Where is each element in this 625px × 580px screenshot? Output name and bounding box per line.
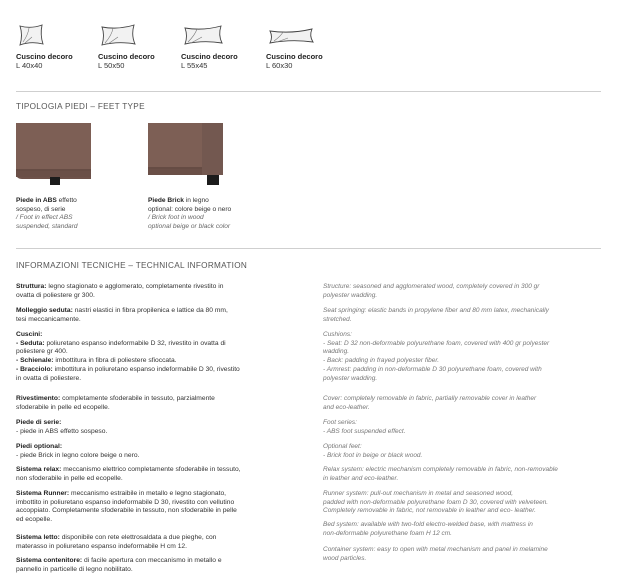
text: Relax system: electric mechanism completely removable in fabric, non-removable bbox=[323, 466, 558, 473]
text: accoppiato. Completamente sfoderabile in tessuto, non sfoderabile in pelle bbox=[16, 507, 237, 515]
cushion-55x45-icon bbox=[181, 22, 225, 48]
text: Seat springing: elastic bands in propylene fiber and 80 mm latex, mechanically bbox=[323, 307, 549, 314]
text: Foot series: bbox=[323, 419, 357, 426]
foot-brick-image bbox=[148, 123, 223, 186]
cushion-60x30-icon bbox=[266, 22, 316, 48]
text: meccanismo elettrico completamente sfoderabile in tessuto, bbox=[61, 466, 241, 473]
cushion-name: Cuscino decoro bbox=[181, 52, 238, 61]
cushion-size: L 55x45 bbox=[181, 61, 208, 70]
it-structure bbox=[16, 283, 296, 300]
label: Molleggio seduta: bbox=[16, 307, 73, 314]
text: imbottitura in fibra di poliestere sfioccata. bbox=[53, 357, 177, 365]
text: non-deformable polyurethane foam H 12 cm. bbox=[323, 529, 452, 537]
it-foot-series bbox=[16, 419, 296, 436]
en-relax bbox=[323, 466, 608, 483]
text: ovatta di poliestere gr 300. bbox=[16, 291, 95, 299]
text: Cover: completely removable in fabric, partially removable cover in leather bbox=[323, 395, 537, 402]
text: wood particles. bbox=[323, 554, 367, 562]
foot-desc: optional: colore beige o nero bbox=[148, 205, 232, 213]
foot-title: Piede Brick bbox=[148, 197, 184, 204]
label: Sistema contenitore: bbox=[16, 557, 83, 564]
cushion-name: Cuscino decoro bbox=[266, 52, 323, 61]
text: Runner system: pull-out mechanism in metal and seasoned wood, bbox=[323, 490, 514, 497]
tech-section-title: INFORMAZIONI TECNICHE – TECHNICAL INFORMATION bbox=[16, 261, 248, 270]
label: Struttura: bbox=[16, 283, 47, 290]
text: di facile apertura con meccanismo in metallo e bbox=[82, 557, 222, 564]
it-cushions bbox=[16, 331, 296, 383]
it-runner bbox=[16, 490, 296, 525]
cushion-size: L 40x40 bbox=[16, 61, 43, 70]
text: stretched. bbox=[323, 315, 352, 323]
cushion-item bbox=[16, 22, 106, 70]
foot-title: Piede in ABS bbox=[16, 197, 57, 204]
text: and eco-leather. bbox=[323, 403, 370, 411]
label: - Seduta: bbox=[16, 339, 45, 347]
cushion-name: Cuscino decoro bbox=[16, 52, 73, 61]
it-seat-springing bbox=[16, 307, 296, 324]
label: - Bracciolo: bbox=[16, 365, 53, 373]
text: non sfoderabile in pelle ed ecopelle. bbox=[16, 474, 123, 482]
text: Container system: easy to open with metal mechanism and panel in melamine bbox=[323, 546, 548, 553]
text: Structure: seasoned and agglomerated wood, completely covered in 300 gr bbox=[323, 283, 540, 290]
en-cover bbox=[323, 395, 608, 412]
it-optional-feet bbox=[16, 443, 296, 460]
text: nastri elastici in fibra propilenica e lattice da 80 mm, bbox=[72, 307, 228, 314]
text: polyester wadding. bbox=[323, 374, 378, 382]
en-seat-springing bbox=[323, 307, 608, 324]
it-container bbox=[16, 557, 296, 574]
text: - Armrest: padding in non-deformable D 30 polyurethane foam, covered with bbox=[323, 365, 542, 373]
en-bed bbox=[323, 521, 608, 538]
label: Piedi optional: bbox=[16, 443, 63, 450]
en-structure bbox=[323, 283, 608, 300]
foot-title-rest: effetto bbox=[56, 197, 77, 204]
it-bed bbox=[16, 534, 296, 551]
divider bbox=[16, 91, 601, 92]
text: - Brick foot in beige or black wood. bbox=[323, 451, 423, 459]
label: Piede di serie: bbox=[16, 419, 62, 426]
cushion-name: Cuscino decoro bbox=[98, 52, 155, 61]
text: Completely removable in fabric, not removable in leather and eco- leather. bbox=[323, 507, 536, 515]
foot-brick-caption bbox=[148, 197, 231, 231]
label: Rivestimento: bbox=[16, 395, 61, 402]
label: Sistema relax: bbox=[16, 466, 62, 473]
text: in leather and eco-leather. bbox=[323, 474, 399, 482]
en-foot-series bbox=[323, 419, 608, 436]
text: ed ecopelle. bbox=[16, 516, 53, 524]
text: - ABS foot suspended effect. bbox=[323, 427, 406, 435]
foot-abs-image bbox=[16, 123, 91, 186]
label: Cuscini: bbox=[16, 331, 43, 338]
en-runner bbox=[323, 490, 608, 516]
text: Optional feet: bbox=[323, 443, 362, 450]
text: imbottito in poliuretano espanso indeformabile D 30, rivestito con vellutino bbox=[16, 498, 235, 506]
cushion-item bbox=[181, 22, 271, 70]
text: sfoderabile in pelle ed ecopelle. bbox=[16, 403, 110, 411]
label: Sistema letto: bbox=[16, 534, 60, 541]
text: pannello in particelle di legno nobilitato. bbox=[16, 565, 133, 573]
cushion-size: L 50x50 bbox=[98, 61, 125, 70]
foot-en: suspended, standard bbox=[16, 222, 78, 230]
text: in ovatta di poliestere. bbox=[16, 374, 82, 382]
cushion-50x50-icon bbox=[98, 22, 138, 48]
text: Cushions: bbox=[323, 331, 352, 338]
feet-section-title: TIPOLOGIA PIEDI – FEET TYPE bbox=[16, 102, 145, 111]
label: - Schienale: bbox=[16, 357, 54, 365]
text: wadding. bbox=[323, 348, 350, 356]
text: completamente sfoderabile in tessuto, parzialmente bbox=[60, 395, 215, 402]
it-cover bbox=[16, 395, 296, 412]
it-relax bbox=[16, 466, 296, 483]
text: polyester wadding. bbox=[323, 291, 378, 299]
text: - piede in ABS effetto sospeso. bbox=[16, 427, 108, 435]
text: meccanismo estraibile in metallo e legno stagionato, bbox=[69, 490, 227, 497]
text: - Back: padding in frayed polyester fiber. bbox=[323, 357, 440, 365]
text: imbottitura in poliuretano espanso indeformabile D 30, rivestito bbox=[52, 365, 240, 373]
text: materasso in poliuretano espanso indeformabile H cm 12. bbox=[16, 542, 187, 550]
foot-en: optional beige or black color bbox=[148, 222, 231, 230]
text: Bed system: available with two-fold electro-welded base, with mattress in bbox=[323, 521, 533, 528]
en-container bbox=[323, 546, 608, 563]
cushion-size: L 60x30 bbox=[266, 61, 293, 70]
text: tesi meccanicamente. bbox=[16, 315, 81, 323]
text: poliestere gr 400. bbox=[16, 348, 68, 356]
foot-abs-caption bbox=[16, 197, 78, 231]
text: padded with non-deformable polyurethane foam D 30, covered with velveteen. bbox=[323, 498, 549, 506]
cushion-40x40-icon bbox=[16, 22, 46, 48]
text: legno stagionato e agglomerato, completamente rivestito in bbox=[46, 283, 224, 290]
foot-en: / Brick foot in wood bbox=[148, 214, 204, 222]
text: - piede Brick in legno colore beige o nero. bbox=[16, 451, 140, 459]
foot-title-rest: in legno bbox=[183, 197, 209, 204]
en-optional-feet bbox=[323, 443, 608, 460]
foot-desc: sospeso, di serie bbox=[16, 205, 66, 213]
cushion-item bbox=[98, 22, 188, 70]
text: poliuretano espanso indeformabile D 32, rivestito in ovatta di bbox=[44, 339, 226, 347]
divider bbox=[16, 248, 601, 249]
text: disponibile con rete elettrosaldata a due pieghe, con bbox=[59, 534, 217, 541]
foot-en: / Foot in effect ABS bbox=[16, 214, 73, 222]
en-cushions bbox=[323, 331, 608, 383]
cushion-item bbox=[266, 22, 356, 70]
text: - Seat: D 32 non-deformable polyurethane foam, covered with 400 gr polyester bbox=[323, 339, 550, 347]
label: Sistema Runner: bbox=[16, 490, 70, 497]
